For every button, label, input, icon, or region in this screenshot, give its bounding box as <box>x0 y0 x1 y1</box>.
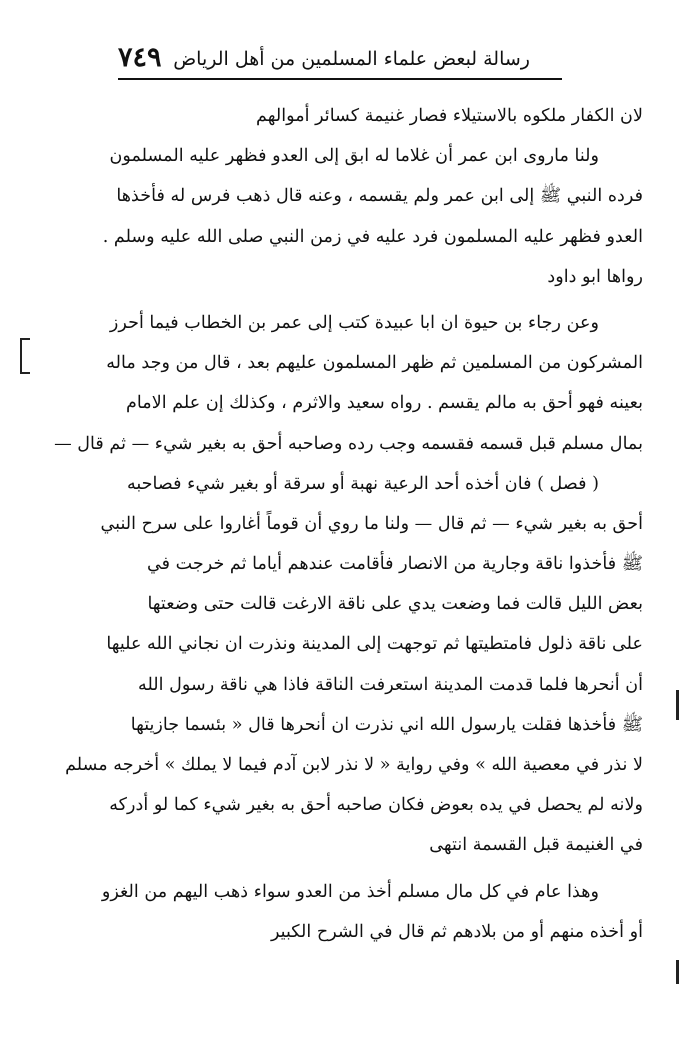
margin-bracket <box>20 338 30 374</box>
page-number: ٧٤٩ <box>118 42 162 73</box>
margin-mark <box>676 960 679 984</box>
text-line: ( فصل ) فان أخذه أحد الرعية نهبة أو سرقة أو بغير شيء فصاحبه <box>126 473 599 494</box>
text-line: المشركون من المسلمين ثم ظهر المسلمون عليهم بعد ، قال من وجد ماله <box>106 353 643 374</box>
text-line: أو أخذه منهم أو من بلادهم ثم قال في الشرح الكبير <box>270 921 643 942</box>
text-line: ولنا ماروى ابن عمر أن غلاما له ابق إلى العدو فظهر عليه المسلمون <box>109 146 599 167</box>
margin-mark <box>676 690 679 720</box>
text-line: فرده النبي ﷺ إلى ابن عمر ولم يقسمه ، وعنه قال ذهب فرس له فأخذها <box>116 186 643 207</box>
page-header <box>118 42 530 74</box>
text-line: ﷺ فأخذوا ناقة وجارية من الانصار فأقامت عندهم أياما ثم خرجت في <box>146 554 643 575</box>
text-line: في الغنيمة قبل القسمة انتهى <box>429 835 643 856</box>
body-text <box>30 96 643 952</box>
text-line: لان الكفار ملكوه بالاستيلاء فصار غنيمة كسائر أموالهم <box>256 106 643 126</box>
text-line: بعض الليل قالت فما وضعت يدي على ناقة الارغت قالت حتى وضعتها <box>147 594 643 615</box>
text-line: ولانه لم يحصل في يده بعوض فكان صاحبه أحق به بغير شيء كما لو أدركه <box>109 795 643 816</box>
text-line: بمال مسلم قبل قسمه فقسمه وجب رده وصاحبه أحق به بغير شيء — ثم قال — <box>54 433 643 454</box>
text-line: وهذا عام في كل مال مسلم أخذ من العدو سواء ذهب اليهم من الغزو <box>101 881 599 902</box>
text-line: أن أنحرها فلما قدمت المدينة استعرفت الناقة فاذا هي ناقة رسول الله <box>138 674 643 695</box>
text-line: على ناقة ذلول فامتطيتها ثم توجهت إلى المدينة ونذرت ان نجاني الله عليها <box>106 634 643 655</box>
text-line: لا نذر في معصية الله » وفي رواية « لا نذر لابن آدم فيما لا يملك » أخرجه مسلم <box>65 755 643 775</box>
text-line: بعينه فهو أحق به مالم يقسم . رواه سعيد والاثرم ، وكذلك إن علم الامام <box>126 393 643 414</box>
text-line: رواها ابو داود <box>547 266 643 287</box>
text-line: وعن رجاء بن حيوة ان ابا عبيدة كتب إلى عمر بن الخطاب فيما أحرز <box>109 312 599 333</box>
text-line: العدو فظهر عليه المسلمون فرد عليه في زمن النبي صلى الله عليه وسلم . <box>102 226 643 247</box>
text-line: ﷺ فأخذها فقلت يارسول الله اني نذرت ان أنحرها قال « بئسما جازيتها <box>130 714 643 735</box>
text-line: أحق به بغير شيء — ثم قال — ولنا ما روي أن قوماً أغاروا على سرح النبي <box>100 513 643 534</box>
header-rule <box>118 78 562 80</box>
header-title: رسالة لبعض علماء المسلمين من أهل الرياض <box>173 48 530 70</box>
